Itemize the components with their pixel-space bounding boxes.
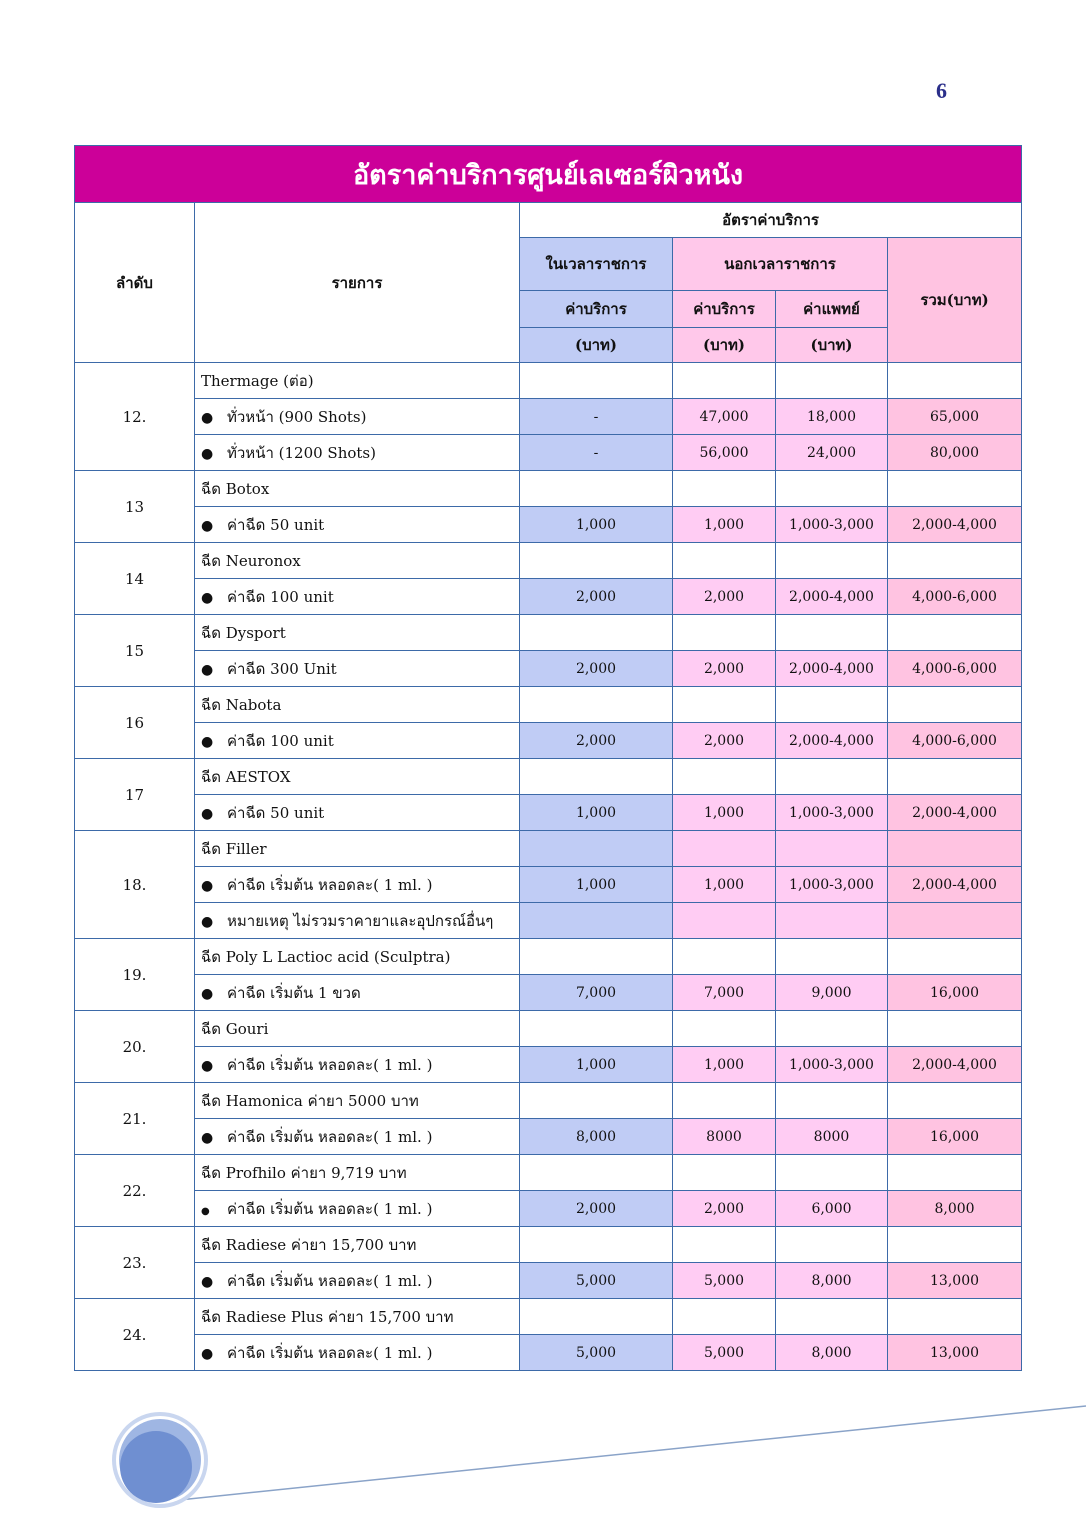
empty-cell (673, 471, 776, 507)
in-hours-fee: 1,000 (520, 507, 673, 543)
page-number: 6 (936, 78, 947, 103)
in-hours-fee: 2,000 (520, 1191, 673, 1227)
sub-item (195, 579, 520, 615)
total-fee (888, 903, 1022, 939)
empty-cell (520, 1011, 673, 1047)
empty-cell (888, 615, 1022, 651)
header-total: รวม(บาท) (888, 238, 1022, 363)
sub-item-label: ค่าฉีด เริ่มต้น 1 ขวด (227, 983, 361, 1002)
empty-cell (520, 615, 673, 651)
bullet-icon: ● (201, 517, 214, 534)
bullet-icon: ● (201, 985, 214, 1002)
row-number: 16 (75, 687, 195, 759)
empty-cell (520, 831, 673, 867)
total-fee: 13,000 (888, 1335, 1022, 1371)
table-subrow (75, 903, 1022, 939)
bullet-icon: ● (201, 1273, 214, 1290)
bullet-icon: ● (201, 877, 214, 894)
in-hours-fee: 5,000 (520, 1263, 673, 1299)
out-hours-fee: 1,000 (673, 507, 776, 543)
sub-item-label: ค่าฉีด เริ่มต้น หลอดละ( 1 ml. ) (227, 1127, 433, 1146)
item-name: ฉีด Botox (195, 471, 520, 507)
out-hours-fee: 8000 (673, 1119, 776, 1155)
empty-cell (888, 471, 1022, 507)
row-number: 21. (75, 1083, 195, 1155)
empty-cell (520, 1083, 673, 1119)
header-out-hours: นอกเวลาราชการ (673, 238, 888, 291)
out-hours-fee: 2,000 (673, 579, 776, 615)
table-row (75, 363, 1022, 399)
empty-cell (888, 687, 1022, 723)
empty-cell (520, 759, 673, 795)
sub-item-label: ค่าฉีด 50 unit (227, 515, 325, 534)
row-number: 20. (75, 1011, 195, 1083)
table-subrow (75, 723, 1022, 759)
table-row (75, 831, 1022, 867)
rates-table (74, 145, 1022, 1371)
header-item: รายการ (195, 203, 520, 363)
item-name: ฉีด Neuronox (195, 543, 520, 579)
empty-cell (520, 687, 673, 723)
sub-item (195, 1191, 520, 1227)
empty-cell (888, 1299, 1022, 1335)
empty-cell (888, 1155, 1022, 1191)
empty-cell (520, 543, 673, 579)
sub-item (195, 1047, 520, 1083)
sub-item (195, 795, 520, 831)
header-rate: อัตราค่าบริการ (520, 203, 1022, 238)
sub-item-label: ค่าฉีด เริ่มต้น หลอดละ( 1 ml. ) (227, 875, 433, 894)
out-hours-fee: 5,000 (673, 1263, 776, 1299)
header-service-fee-out: ค่าบริการ (673, 291, 776, 328)
row-number: 12. (75, 363, 195, 471)
table-subrow (75, 399, 1022, 435)
out-hours-fee: 7,000 (673, 975, 776, 1011)
empty-cell (673, 687, 776, 723)
table-row (75, 543, 1022, 579)
in-hours-fee: - (520, 435, 673, 471)
total-fee: 4,000-6,000 (888, 579, 1022, 615)
item-name: ฉีด Radiese Plus ค่ายา 15,700 บาท (195, 1299, 520, 1335)
total-fee: 16,000 (888, 975, 1022, 1011)
sub-item-label: ค่าฉีด เริ่มต้น หลอดละ( 1 ml. ) (227, 1199, 433, 1218)
out-hours-fee: 2,000 (673, 651, 776, 687)
row-number: 18. (75, 831, 195, 939)
sub-item-label: ค่าฉีด เริ่มต้น หลอดละ( 1 ml. ) (227, 1271, 433, 1290)
in-hours-fee: 8,000 (520, 1119, 673, 1155)
empty-cell (673, 615, 776, 651)
empty-cell (673, 1011, 776, 1047)
in-hours-fee: 2,000 (520, 651, 673, 687)
empty-cell (673, 363, 776, 399)
table-row (75, 1155, 1022, 1191)
empty-cell (520, 471, 673, 507)
out-hours-fee: 56,000 (673, 435, 776, 471)
bullet-icon: ● (201, 1205, 210, 1217)
item-name: ฉีด Filler (195, 831, 520, 867)
row-number: 13 (75, 471, 195, 543)
bullet-icon: ● (201, 589, 214, 606)
item-name: ฉีด Gouri (195, 1011, 520, 1047)
total-fee: 16,000 (888, 1119, 1022, 1155)
empty-cell (776, 1011, 888, 1047)
row-number: 14 (75, 543, 195, 615)
item-name: ฉีด Profhilo ค่ายา 9,719 บาท (195, 1155, 520, 1191)
sub-item-label: ทั่วหน้า (900 Shots) (227, 407, 367, 426)
sub-item-label: ค่าฉีด เริ่มต้น หลอดละ( 1 ml. ) (227, 1343, 433, 1362)
empty-cell (888, 363, 1022, 399)
empty-cell (776, 1227, 888, 1263)
bullet-icon: ● (201, 661, 214, 678)
sub-item (195, 1263, 520, 1299)
header-doctor-fee: ค่าแพทย์ (776, 291, 888, 328)
row-number: 15 (75, 615, 195, 687)
item-name: ฉีด Poly L Lactioc acid (Sculptra) (195, 939, 520, 975)
bullet-icon: ● (201, 409, 214, 426)
out-hours-fee: 1,000 (673, 1047, 776, 1083)
sub-item-label: ค่าฉีด เริ่มต้น หลอดละ( 1 ml. ) (227, 1055, 433, 1074)
sub-item (195, 903, 520, 939)
in-hours-fee (520, 903, 673, 939)
total-fee: 4,000-6,000 (888, 723, 1022, 759)
table-row (75, 1083, 1022, 1119)
total-fee: 2,000-4,000 (888, 795, 1022, 831)
out-hours-fee: 2,000 (673, 1191, 776, 1227)
empty-cell (673, 1299, 776, 1335)
empty-cell (673, 1083, 776, 1119)
doctor-fee: 2,000-4,000 (776, 651, 888, 687)
empty-cell (673, 1227, 776, 1263)
empty-cell (776, 615, 888, 651)
empty-cell (776, 831, 888, 867)
row-number: 19. (75, 939, 195, 1011)
sub-item (195, 1335, 520, 1371)
table-title: อัตราค่าบริการศูนย์เลเซอร์ผิวหนัง (75, 146, 1022, 203)
empty-cell (776, 759, 888, 795)
in-hours-fee: 7,000 (520, 975, 673, 1011)
row-number: 24. (75, 1299, 195, 1371)
sub-item-label: ค่าฉีด 50 unit (227, 803, 325, 822)
in-hours-fee: 2,000 (520, 579, 673, 615)
header-baht-out: (บาท) (673, 328, 776, 363)
bullet-icon: ● (201, 1057, 214, 1074)
sub-item (195, 399, 520, 435)
header-baht-doctor: (บาท) (776, 328, 888, 363)
table-subrow (75, 651, 1022, 687)
sub-item (195, 507, 520, 543)
doctor-fee: 1,000-3,000 (776, 795, 888, 831)
total-fee: 80,000 (888, 435, 1022, 471)
table-subrow (75, 1335, 1022, 1371)
table-subrow (75, 1263, 1022, 1299)
sub-item (195, 651, 520, 687)
empty-cell (888, 1083, 1022, 1119)
doctor-fee: 6,000 (776, 1191, 888, 1227)
empty-cell (888, 831, 1022, 867)
empty-cell (776, 687, 888, 723)
doctor-fee: 8000 (776, 1119, 888, 1155)
out-hours-fee: 2,000 (673, 723, 776, 759)
table-subrow (75, 1191, 1022, 1227)
header-baht-in: (บาท) (520, 328, 673, 363)
table-subrow (75, 579, 1022, 615)
doctor-fee: 9,000 (776, 975, 888, 1011)
empty-cell (776, 471, 888, 507)
table-subrow (75, 1119, 1022, 1155)
total-fee: 65,000 (888, 399, 1022, 435)
row-number: 23. (75, 1227, 195, 1299)
empty-cell (520, 939, 673, 975)
bullet-icon: ● (201, 733, 214, 750)
empty-cell (520, 1155, 673, 1191)
total-fee: 2,000-4,000 (888, 867, 1022, 903)
sub-item-label: ทั่วหน้า (1200 Shots) (227, 443, 376, 462)
empty-cell (888, 939, 1022, 975)
item-name: ฉีด AESTOX (195, 759, 520, 795)
doctor-fee: 18,000 (776, 399, 888, 435)
header-order: ลำดับ (75, 203, 195, 363)
in-hours-fee: 2,000 (520, 723, 673, 759)
table-row (75, 1011, 1022, 1047)
out-hours-fee: 1,000 (673, 867, 776, 903)
sub-item-label: ค่าฉีด 100 unit (227, 731, 334, 750)
table-row (75, 1299, 1022, 1335)
table-row (75, 687, 1022, 723)
in-hours-fee: 1,000 (520, 867, 673, 903)
table-subrow (75, 975, 1022, 1011)
out-hours-fee: 47,000 (673, 399, 776, 435)
doctor-fee: 1,000-3,000 (776, 507, 888, 543)
table-subrow (75, 507, 1022, 543)
sub-item-label: หมายเหตุ ไม่รวมราคายาและอุปกรณ์อื่นๆ (227, 911, 494, 930)
bullet-icon: ● (201, 1345, 214, 1362)
doctor-fee: 8,000 (776, 1263, 888, 1299)
empty-cell (888, 543, 1022, 579)
empty-cell (776, 1155, 888, 1191)
item-name: Thermage (ต่อ) (195, 363, 520, 399)
in-hours-fee: 5,000 (520, 1335, 673, 1371)
table-subrow (75, 795, 1022, 831)
item-name: ฉีด Radiese ค่ายา 15,700 บาท (195, 1227, 520, 1263)
bullet-icon: ● (201, 1129, 214, 1146)
out-hours-fee: 1,000 (673, 795, 776, 831)
header-service-fee-in: ค่าบริการ (520, 291, 673, 328)
empty-cell (673, 831, 776, 867)
empty-cell (520, 1299, 673, 1335)
total-fee: 8,000 (888, 1191, 1022, 1227)
empty-cell (776, 1083, 888, 1119)
in-hours-fee: 1,000 (520, 1047, 673, 1083)
item-name: ฉีด Dysport (195, 615, 520, 651)
empty-cell (673, 1155, 776, 1191)
bullet-icon: ● (201, 805, 214, 822)
doctor-fee: 8,000 (776, 1335, 888, 1371)
total-fee: 2,000-4,000 (888, 1047, 1022, 1083)
doctor-fee: 24,000 (776, 435, 888, 471)
empty-cell (888, 759, 1022, 795)
row-number: 17 (75, 759, 195, 831)
total-fee: 4,000-6,000 (888, 651, 1022, 687)
sub-item (195, 1119, 520, 1155)
table-body (75, 363, 1022, 1371)
item-name: ฉีด Nabota (195, 687, 520, 723)
doctor-fee: 2,000-4,000 (776, 723, 888, 759)
out-hours-fee: 5,000 (673, 1335, 776, 1371)
sub-item (195, 975, 520, 1011)
sub-item (195, 867, 520, 903)
empty-cell (776, 363, 888, 399)
doctor-fee: 1,000-3,000 (776, 867, 888, 903)
header-in-hours: ในเวลาราชการ (520, 238, 673, 291)
total-fee: 2,000-4,000 (888, 507, 1022, 543)
empty-cell (888, 1011, 1022, 1047)
bullet-icon: ● (201, 445, 214, 462)
in-hours-fee: 1,000 (520, 795, 673, 831)
decorative-circle-logo (110, 1410, 210, 1510)
empty-cell (673, 759, 776, 795)
row-number: 22. (75, 1155, 195, 1227)
item-name: ฉีด Hamonica ค่ายา 5000 บาท (195, 1083, 520, 1119)
empty-cell (673, 939, 776, 975)
table-row (75, 939, 1022, 975)
empty-cell (776, 939, 888, 975)
table-subrow (75, 435, 1022, 471)
table-row (75, 471, 1022, 507)
table-row (75, 615, 1022, 651)
sub-item-label: ค่าฉีด 100 unit (227, 587, 334, 606)
doctor-fee (776, 903, 888, 939)
empty-cell (888, 1227, 1022, 1263)
bullet-icon: ● (201, 913, 214, 930)
empty-cell (776, 1299, 888, 1335)
table-subrow (75, 1047, 1022, 1083)
in-hours-fee: - (520, 399, 673, 435)
doctor-fee: 1,000-3,000 (776, 1047, 888, 1083)
sub-item-label: ค่าฉีด 300 Unit (227, 659, 337, 678)
sub-item (195, 435, 520, 471)
table-row (75, 759, 1022, 795)
empty-cell (776, 543, 888, 579)
empty-cell (520, 363, 673, 399)
sub-item (195, 723, 520, 759)
table-row (75, 1227, 1022, 1263)
total-fee: 13,000 (888, 1263, 1022, 1299)
table-subrow (75, 867, 1022, 903)
out-hours-fee (673, 903, 776, 939)
empty-cell (520, 1227, 673, 1263)
doctor-fee: 2,000-4,000 (776, 579, 888, 615)
empty-cell (673, 543, 776, 579)
